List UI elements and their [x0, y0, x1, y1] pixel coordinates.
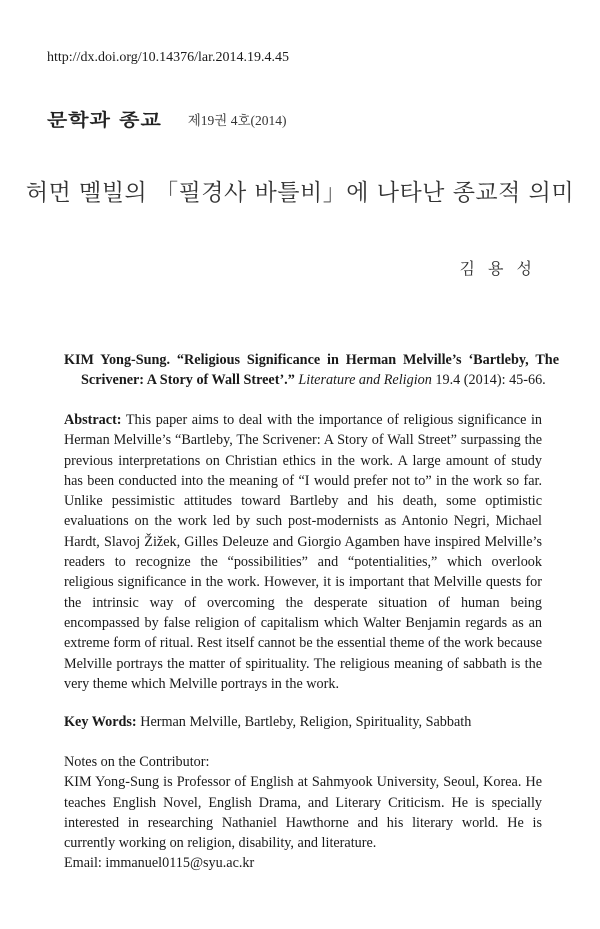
keywords: [64, 712, 542, 732]
article-author: 김 용 성: [459, 259, 536, 278]
citation-main: KIM Yong-Sung. “Religious Significance in Herman Melville’s ‘Bartleby, The Scrivener: A Story of Wall Street’.”: [64, 352, 559, 389]
journal-logo: 문학과 종교: [47, 109, 162, 131]
keywords-text: Herman Melville, Bartleby, Religion, Spirituality, Sabbath: [140, 714, 472, 730]
doi-link[interactable]: http://dx.doi.org/10.14376/lar.2014.19.4.45: [47, 50, 290, 65]
citation: [64, 350, 559, 391]
citation-journal: Literature and Religion: [298, 372, 432, 389]
journal-issue: 제19권 4호(2014): [187, 113, 287, 128]
abstract-label: Abstract:: [64, 412, 122, 428]
notes-heading: Notes on the Contributor:: [64, 754, 210, 770]
contributor-notes: [64, 752, 542, 874]
article-title: 허먼 멜빌의 「필경사 바틀비」에 나타난 종교적 의미: [25, 180, 575, 206]
keywords-label: Key Words:: [64, 714, 137, 730]
citation-volume: 19.4 (2014): 45-66.: [435, 372, 546, 389]
abstract-text: This paper aims to deal with the importance of religious significance in Herman Melville’s “Bartleby, The Scrivener: A Story of Wall Street” surpassing the previous interpretations on Christian ethics in the work. A large amount of study has been conducted into the meaning of “I would prefer not to” in the work so far. Unlike pessimistic attitudes toward Bartleby and his death, some optimistic evaluations on the work led by such post-modernists as Antonio Negri, Michael Hardt, Slavoj Žižek, Gilles Deleuze and Giorgio Agamben have inspired Melville’s readers to recognize the “possibilities” and “potentialities,” which overlook religious significance in the work. However, it is important that Melville quests for the intrinsic way of overcoming the desperate situation of human being encompassed by false religion of capitalism which Walter Benjamin regards as an extreme form of ritual. Rest itself cannot be the essential theme of the work because Melville portrays the matter of spirituality. The religious meaning of sabbath is the very theme which Melville portrays in the work.: [64, 412, 542, 692]
journal-header: [47, 102, 287, 132]
abstract: [64, 410, 542, 694]
notes-text: KIM Yong-Sung is Professor of English at Sahmyook University, Seoul, Korea. He teaches English Novel, English Drama, and Literary Criticism. He is specially interested in researching Nathaniel Hawthorne and his literary world. He is currently working on religion, disability, and literature.: [64, 774, 542, 852]
contributor-email[interactable]: Email: immanuel0115@syu.ac.kr: [64, 855, 255, 872]
